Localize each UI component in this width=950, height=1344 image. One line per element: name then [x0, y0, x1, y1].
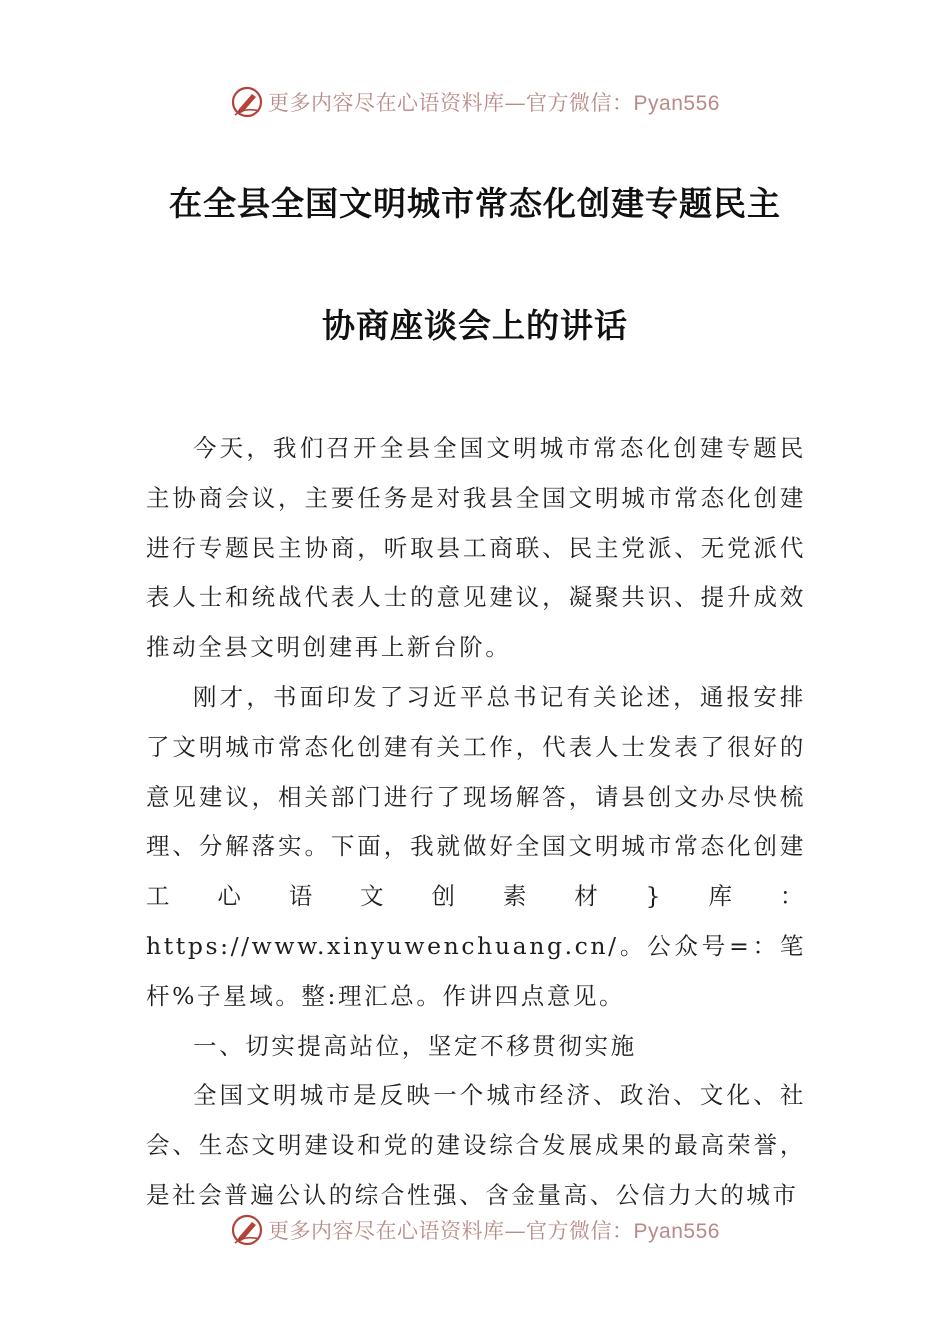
- pen-logo-icon: [230, 1213, 264, 1247]
- footer-banner: [0, 1208, 950, 1252]
- paragraph: 全国文明城市是反映一个城市经济、政治、文化、社会、生态文明建设和党的建设综合发展成果的最高荣誉，是社会普遍公认的综合性强、含金量高、公信力大的城市: [146, 1081, 806, 1209]
- pen-logo-icon: [230, 85, 264, 119]
- document-body: [146, 424, 806, 1221]
- paragraph: 刚才，书面印发了习近平总书记有关论述，通报安排了文明城市常态化创建有关工作，代表人士发表了很好的意见建议，相关部门进行了现场解答，请县创文办尽快梳理、分解落实。下面，我就做好全国文明城市常态化创建工心语文创素材}库：https://www.xinyuwenchuang.cn/。公众号=：笔杆%子星域。整:理汇总。作讲四点意见。: [146, 682, 806, 1010]
- section-heading: 一、切实提高站位，坚定不移贯彻实施: [193, 1031, 637, 1060]
- wechat-id: Pyan556: [633, 92, 720, 115]
- banner-text: 更多内容尽在心语资料库—官方微信：Pyan556: [268, 1219, 720, 1243]
- header-banner: [0, 80, 950, 124]
- wechat-id: Pyan556: [633, 1220, 720, 1243]
- paragraph: 今天，我们召开全县全国文明城市常态化创建专题民主协商会议，主要任务是对我县全国文明城市常态化创建进行专题民主协商，听取县工商联、民主党派、无党派代表人士和统战代表人士的意见建议，凝聚共识、提升成效推动全县文明创建再上新台阶。: [146, 434, 806, 662]
- document-title-line-1: 在全县全国文明城市常态化创建专题民主: [169, 184, 781, 223]
- banner-text: 更多内容尽在心语资料库—官方微信：Pyan556: [268, 91, 720, 115]
- document-title-line-2: 协商座谈会上的讲话: [322, 306, 628, 345]
